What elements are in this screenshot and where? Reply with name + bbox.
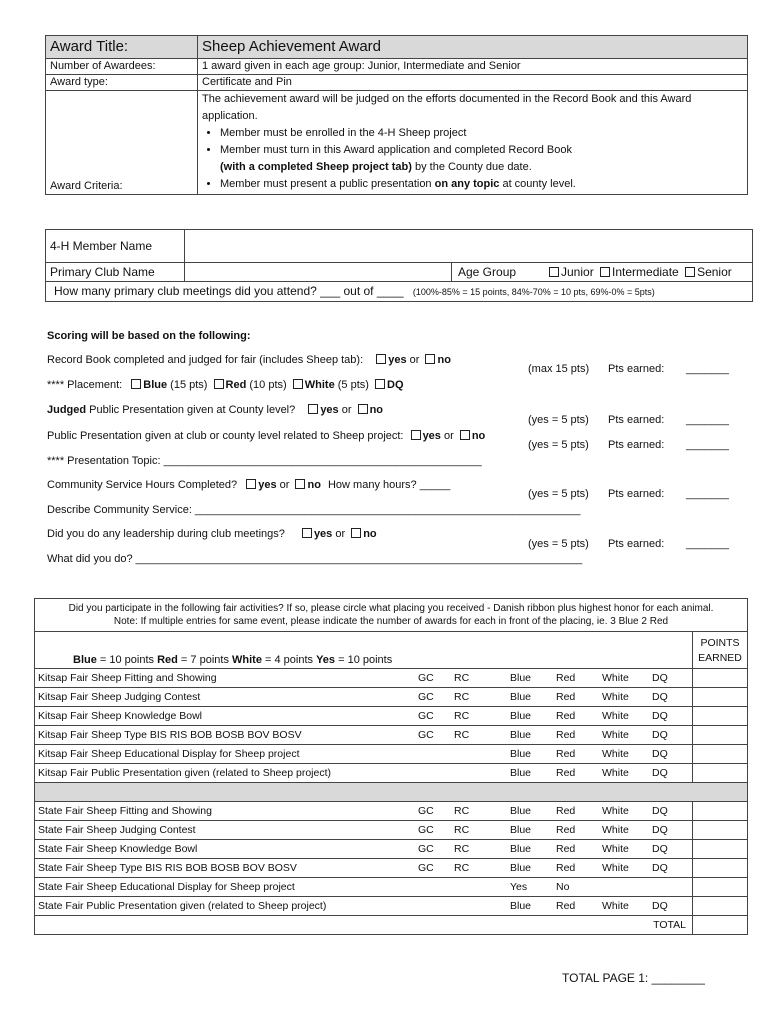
placement-blue-checkbox[interactable] [131,379,141,389]
community-pts-value: (yes = 5 pts) [528,488,589,500]
activity-label: Kitsap Fair Sheep Educational Display for Sheep project [35,745,416,764]
age-group-options [542,263,753,282]
senior-checkbox[interactable] [685,267,695,277]
placing-option[interactable]: White [599,726,649,745]
placing-gc[interactable]: GC [415,669,451,688]
leadership-yes-checkbox[interactable] [302,528,312,538]
placing-option[interactable]: DQ [649,726,685,745]
placing-option[interactable]: DQ [649,897,685,916]
placing-option[interactable]: Blue [507,897,553,916]
placing-option[interactable]: Red [553,688,599,707]
community-service-row: Community Service Hours Completed? yes or no How many hours? _____ [47,479,451,491]
placing-option[interactable]: DQ [649,669,685,688]
placing-option[interactable]: Red [553,745,599,764]
placing-option[interactable]: Blue [507,802,553,821]
placing-option[interactable]: White [599,764,649,783]
placing-option[interactable]: Blue [507,821,553,840]
fair-intro-line-1: Did you participate in the following fair activities? If so, please circle what placing you received - Danish ribbon plus highest honor for each animal. [68,603,714,614]
row-filler [685,897,693,916]
points-earned-cell[interactable] [693,707,748,726]
placing-option[interactable]: Yes [507,878,553,897]
award-title-value: Sheep Achievement Award [198,36,748,59]
placing-option[interactable]: Blue [507,840,553,859]
club-name-input[interactable] [185,263,452,282]
award-type-value: Certificate and Pin [198,75,748,91]
row-filler [685,802,693,821]
placing-gc[interactable] [415,745,451,764]
placing-option[interactable]: DQ [649,707,685,726]
community-pts-label: Pts earned: [608,488,665,500]
points-earned-cell[interactable] [693,669,748,688]
club-pres-no-checkbox[interactable] [460,430,470,440]
row-filler [685,688,693,707]
placing-option[interactable]: DQ [649,802,685,821]
placing-rc[interactable] [451,878,507,897]
placing-option[interactable]: White [599,745,649,764]
placing-option[interactable]: Blue [507,745,553,764]
row-filler [685,764,693,783]
activity-label: Kitsap Fair Sheep Knowledge Bowl [35,707,416,726]
scoring-heading: Scoring will be based on the following: [47,330,251,342]
placing-option[interactable]: Red [553,726,599,745]
judged-no-checkbox[interactable] [358,404,368,414]
placing-option[interactable]: White [599,897,649,916]
judged-pts-value: (yes = 5 pts) [528,414,589,426]
fair-activity-row [35,745,748,764]
age-group-label: Age Group [452,263,543,282]
fair-activity-row [35,726,748,745]
leadership-pts-blank[interactable]: _______ [686,538,729,550]
activity-label: State Fair Sheep Educational Display for Sheep project [35,878,416,897]
placing-option[interactable]: Red [553,840,599,859]
fair-activity-row [35,802,748,821]
placing-rc[interactable]: RC [451,726,507,745]
row-filler [685,878,693,897]
fair-activity-row [35,859,748,878]
placement-white-checkbox[interactable] [293,379,303,389]
placing-option[interactable]: DQ [649,859,685,878]
activity-label: Kitsap Fair Public Presentation given (related to Sheep project) [35,764,416,783]
points-earned-cell[interactable] [693,802,748,821]
placing-rc[interactable]: RC [451,821,507,840]
fair-activity-row [35,878,748,897]
placing-option[interactable]: No [553,878,599,897]
intermediate-checkbox[interactable] [600,267,610,277]
leadership-pts-value: (yes = 5 pts) [528,538,589,550]
award-criteria-value [198,91,748,195]
judged-pts-blank[interactable]: _______ [686,414,729,426]
placing-rc[interactable]: RC [451,840,507,859]
awardees-label: Number of Awardees: [46,59,198,75]
member-info-table [45,229,753,302]
award-criteria-label: Award Criteria: [46,91,198,195]
placing-option[interactable]: Red [553,707,599,726]
placing-gc[interactable]: GC [415,726,451,745]
placing-rc[interactable] [451,745,507,764]
placing-option[interactable]: White [599,802,649,821]
presentation-topic-line[interactable]: **** Presentation Topic: ____________________________________________________ [47,455,482,467]
placement-red-checkbox[interactable] [214,379,224,389]
kitsap-rows [35,669,748,783]
total-page-1[interactable]: TOTAL PAGE 1: ________ [562,971,705,985]
placing-option[interactable]: Red [553,802,599,821]
points-earned-cell[interactable] [693,745,748,764]
activity-label: State Fair Sheep Knowledge Bowl [35,840,416,859]
fair-activity-row [35,897,748,916]
activity-label: State Fair Sheep Type BIS RIS BOB BOSB BOV BOSV [35,859,416,878]
member-name-label: 4-H Member Name [46,230,185,263]
placing-option[interactable]: White [599,707,649,726]
placing-rc[interactable]: RC [451,688,507,707]
activity-label: Kitsap Fair Sheep Fitting and Showing [35,669,416,688]
award-type-label: Award type: [46,75,198,91]
placing-option[interactable]: DQ [649,840,685,859]
record-no-checkbox[interactable] [425,354,435,364]
award-title-label: Award Title: [46,36,198,59]
placing-option[interactable]: Red [553,821,599,840]
fair-activity-row [35,669,748,688]
placing-gc[interactable]: GC [415,688,451,707]
fair-activity-row [35,707,748,726]
leadership-row: Did you do any leadership during club meetings? yes or no [47,528,377,540]
intermediate-label: Intermediate [612,265,679,279]
placing-option[interactable]: DQ [649,764,685,783]
row-filler [685,726,693,745]
row-filler [685,745,693,764]
placing-option[interactable]: Red [553,859,599,878]
row-filler [685,669,693,688]
placing-option[interactable]: White [599,688,649,707]
placing-gc[interactable] [415,878,451,897]
placing-gc[interactable]: GC [415,840,451,859]
placing-option[interactable]: DQ [649,821,685,840]
points-earned-cell[interactable] [693,897,748,916]
criteria-bullet-3: • Member must present a public presentation on any topic at county level. [220,176,743,193]
section-separator [35,783,748,802]
community-no-checkbox[interactable] [295,479,305,489]
fair-activity-row [35,764,748,783]
fair-activity-row [35,688,748,707]
community-yes-checkbox[interactable] [246,479,256,489]
club-pres-pts-blank[interactable]: _______ [686,439,729,451]
row-filler [685,821,693,840]
points-earned-cell[interactable] [693,878,748,897]
points-earned-cell[interactable] [693,840,748,859]
member-name-input[interactable] [185,230,753,263]
activity-label: Kitsap Fair Sheep Judging Contest [35,688,416,707]
senior-label: Senior [697,265,732,279]
state-rows [35,802,748,916]
placing-rc[interactable] [451,764,507,783]
judged-yes-checkbox[interactable] [308,404,318,414]
placing-option[interactable]: Blue [507,726,553,745]
placing-option[interactable]: White [599,840,649,859]
placing-rc[interactable] [451,897,507,916]
criteria-bullet-1: • Member must be enrolled in the 4-H Sheep project [220,125,743,142]
placing-gc[interactable]: GC [415,859,451,878]
record-pts-label: Pts earned: [608,363,665,375]
placing-option[interactable]: White [599,669,649,688]
club-pres-pts-label: Pts earned: [608,439,665,451]
club-pres-pts-value: (yes = 5 pts) [528,439,589,451]
row-filler [685,859,693,878]
judged-pts-label: Pts earned: [608,414,665,426]
meetings-question: How many primary club meetings did you attend? ___ out of ____ [54,284,404,298]
award-info-table [45,35,748,195]
placing-option[interactable]: DQ [649,688,685,707]
placing-option[interactable]: DQ [649,745,685,764]
row-filler [685,840,693,859]
judged-row: Judged Public Presentation given at County level? yes or no [47,404,384,416]
placing-option[interactable]: Red [553,764,599,783]
meetings-row [46,282,753,302]
placing-gc[interactable]: GC [415,821,451,840]
total-points-input[interactable] [693,916,748,935]
placing-rc[interactable]: RC [451,707,507,726]
community-pts-blank[interactable]: _______ [686,488,729,500]
placing-option[interactable]: Red [553,897,599,916]
placing-option[interactable]: White [599,859,649,878]
criteria-list [202,125,743,193]
record-yes-checkbox[interactable] [376,354,386,364]
fair-activities-table [34,598,748,935]
club-pres-yes-checkbox[interactable] [411,430,421,440]
describe-service-line[interactable]: Describe Community Service: _______________________________________________________________ [47,504,581,516]
points-legend: Blue = 10 points Red = 7 points White = 4 points Yes = 10 points [35,632,693,669]
fair-intro [35,599,748,632]
placing-option[interactable] [649,878,685,897]
points-earned-cell[interactable] [693,688,748,707]
record-pts-blank[interactable]: _______ [686,363,729,375]
row-filler [685,707,693,726]
points-earned-cell[interactable] [693,764,748,783]
fair-activity-row [35,821,748,840]
meetings-scale: (100%-85% = 15 points, 84%-70% = 10 pts, 69%-0% = 5pts) [412,287,655,297]
placing-option[interactable]: Red [553,669,599,688]
placing-gc[interactable]: GC [415,802,451,821]
placing-option[interactable]: Blue [507,669,553,688]
junior-checkbox[interactable] [549,267,559,277]
fair-activity-row [35,840,748,859]
placing-option[interactable]: Blue [507,859,553,878]
points-earned-cell[interactable] [693,821,748,840]
activity-label: State Fair Sheep Judging Contest [35,821,416,840]
fair-intro-line-2: Note: If multiple entries for same event, please indicate the number of awards for each in front of the placing, ie. 3 Blue 2 Red [113,616,669,627]
points-earned-header: POINTS EARNED [693,632,748,669]
criteria-intro: The achievement award will be judged on the efforts documented in the Record Book and this Award application. [202,93,692,122]
placing-gc[interactable]: GC [415,707,451,726]
activity-label: State Fair Public Presentation given (related to Sheep project) [35,897,416,916]
placement-dq-checkbox[interactable] [375,379,385,389]
activity-label: State Fair Sheep Fitting and Showing [35,802,416,821]
placing-option[interactable] [599,878,649,897]
placing-option[interactable]: Blue [507,707,553,726]
placing-option[interactable]: White [599,821,649,840]
club-name-label: Primary Club Name [46,263,185,282]
points-earned-cell[interactable] [693,859,748,878]
what-did-you-do-line[interactable]: What did you do? _________________________________________________________________________ [47,553,583,565]
record-max: (max 15 pts) [528,363,590,375]
placing-gc[interactable] [415,897,451,916]
total-label: TOTAL [35,916,693,935]
junior-label: Junior [561,265,594,279]
placing-gc[interactable] [415,764,451,783]
placing-rc[interactable]: RC [451,859,507,878]
placing-option[interactable]: Blue [507,688,553,707]
community-hours: How many hours? _____ [327,479,451,491]
awardees-value: 1 award given in each age group: Junior, Intermediate and Senior [198,59,748,75]
record-book-row: Record Book completed and judged for fair (includes Sheep tab): yes or no [47,354,451,366]
criteria-bullet-2: • Member must turn in this Award application and completed Record Book (with a completed Sheep project tab) by the County due date. [220,142,743,176]
points-earned-cell[interactable] [693,726,748,745]
record-book-question: Record Book completed and judged for fair (includes Sheep tab): [47,354,364,366]
club-presentation-row: Public Presentation given at club or county level related to Sheep project: yes or no [47,430,486,442]
leadership-pts-label: Pts earned: [608,538,665,550]
placing-rc[interactable]: RC [451,802,507,821]
activity-label: Kitsap Fair Sheep Type BIS RIS BOB BOSB BOV BOSV [35,726,416,745]
placing-option[interactable]: Blue [507,764,553,783]
placement-row: **** Placement: Blue (15 pts) Red (10 pts) White (5 pts) DQ [47,379,404,391]
leadership-no-checkbox[interactable] [351,528,361,538]
placing-rc[interactable]: RC [451,669,507,688]
placement-label: **** Placement: [47,379,123,391]
